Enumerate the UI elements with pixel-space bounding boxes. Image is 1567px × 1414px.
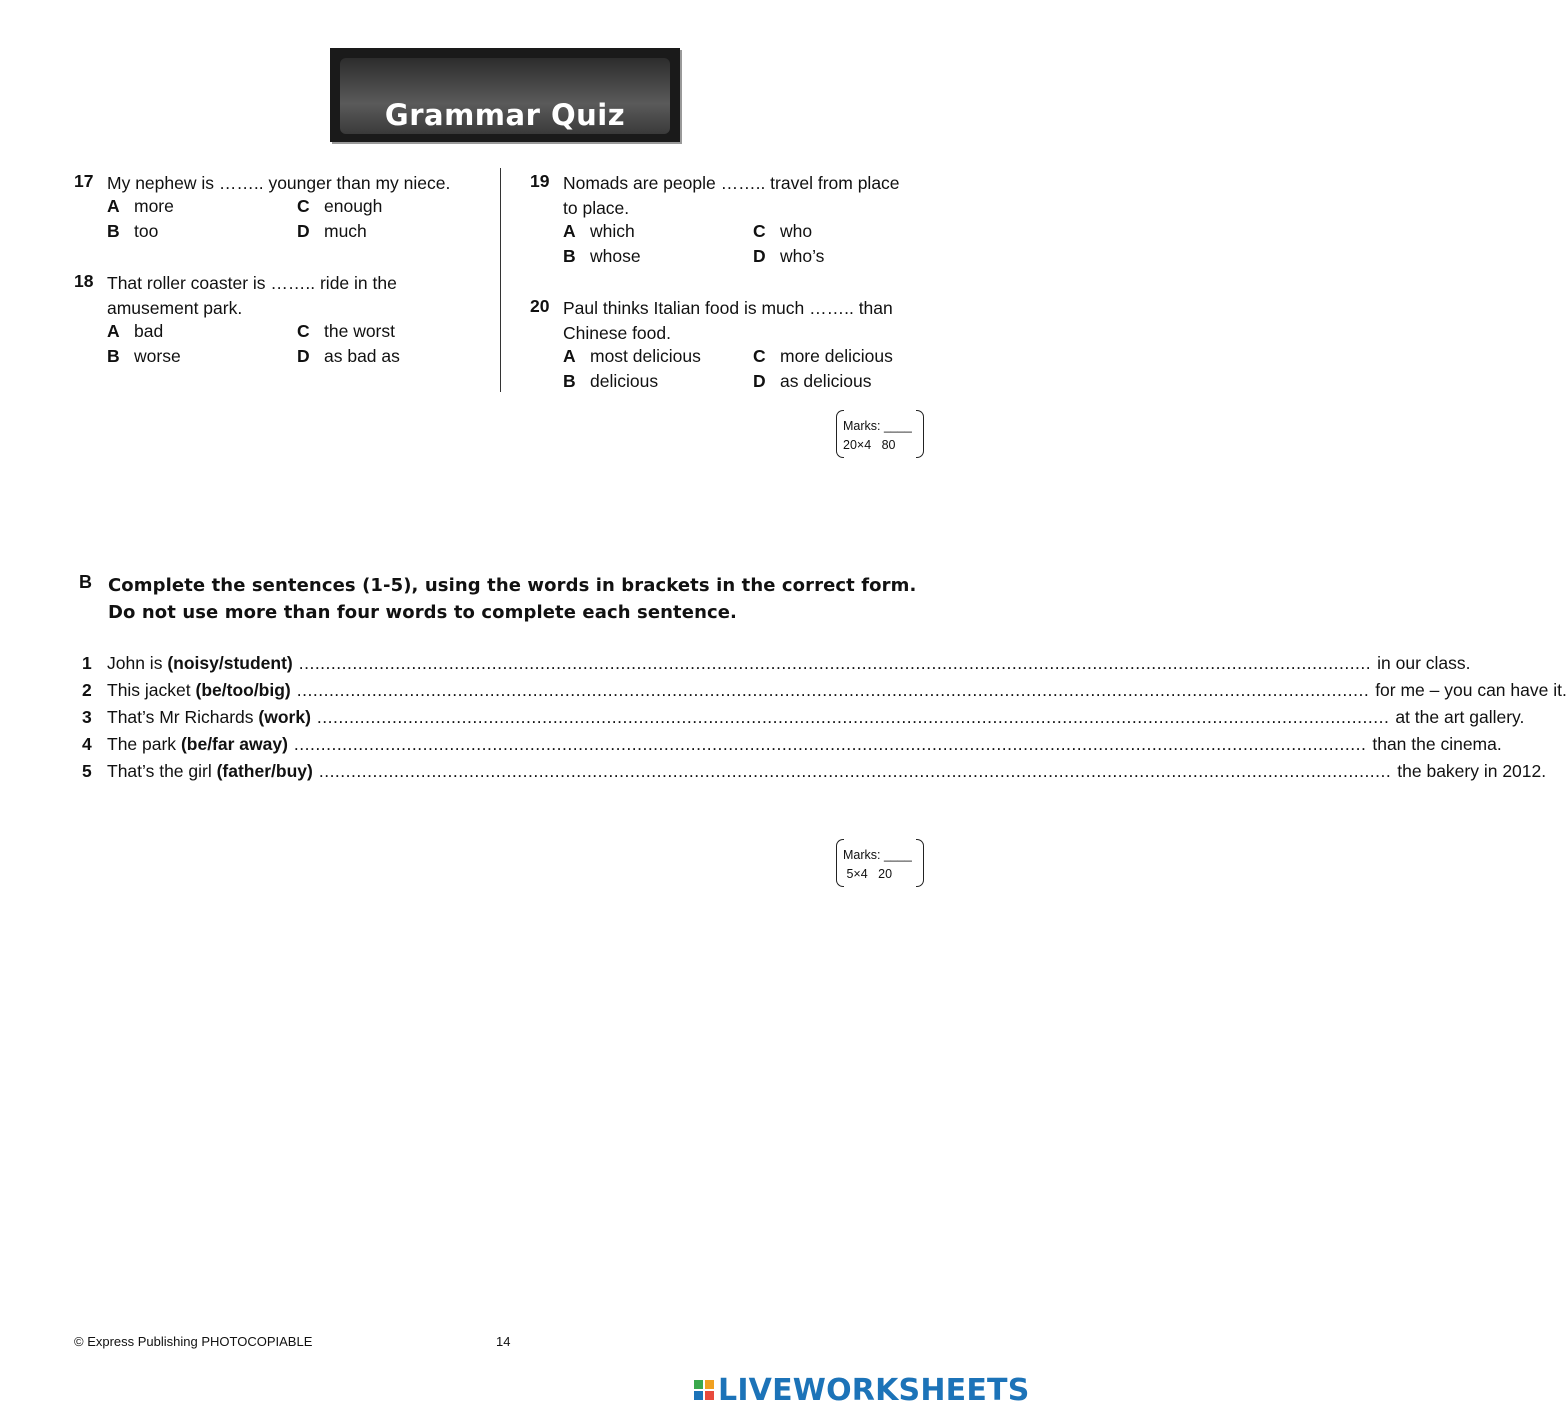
question-text: My nephew is …….. younger than my niece.: [107, 173, 451, 193]
sentence-line: [107, 653, 1471, 674]
answer-blank[interactable]: ........................................................................................................................................................................................................: [318, 761, 1392, 781]
sentence-row: [0, 680, 1567, 706]
option-text[interactable]: as bad as: [324, 346, 400, 366]
option-text[interactable]: more: [134, 196, 174, 216]
title-banner: [330, 48, 680, 142]
marks-calc-value: 20×4: [843, 438, 872, 452]
sentence-start: The park (be/far away): [107, 734, 288, 754]
option-letter: D: [753, 246, 766, 266]
question-text: That roller coaster is …….. ride in the: [107, 273, 397, 293]
liveworksheets-logo-icon: [694, 1380, 714, 1400]
option-text[interactable]: who’s: [780, 246, 825, 266]
sentence-start: That’s the girl (father/buy): [107, 761, 313, 781]
option-text[interactable]: who: [780, 221, 813, 241]
option-letter: D: [297, 221, 310, 241]
sentence-row: [0, 761, 1547, 787]
option-letter: D: [753, 371, 766, 391]
marks-box-section-b: [836, 839, 924, 887]
sentence-start: This jacket (be/too/big): [107, 680, 291, 700]
option-letter: C: [753, 346, 766, 366]
sentence-row: [0, 707, 1525, 733]
answer-blank[interactable]: ........................................................................................................................................................................................................: [298, 653, 1372, 673]
page-number: 14: [496, 1334, 511, 1349]
option-letter: B: [563, 371, 576, 391]
option-text[interactable]: more delicious: [780, 346, 893, 366]
sentence-end: in our class.: [1377, 653, 1471, 673]
marks-bracket-right: [916, 410, 924, 458]
option-text[interactable]: too: [134, 221, 159, 241]
sentence-hint: (be/far away): [180, 734, 288, 754]
sentence-end: than the cinema.: [1372, 734, 1502, 754]
column-divider: [500, 168, 501, 392]
sentence-hint: (father/buy): [216, 761, 313, 781]
sentence-line: [107, 707, 1525, 728]
option-letter: B: [563, 246, 576, 266]
option-letter: B: [107, 221, 120, 241]
question-text: amusement park.: [107, 298, 243, 318]
option-letter: D: [297, 346, 310, 366]
copyright-notice: © Express Publishing PHOTOCOPIABLE: [74, 1334, 313, 1349]
marks-box-section-a: [836, 410, 924, 458]
question-text: to place.: [563, 198, 630, 218]
sentence-hint: (be/too/big): [195, 680, 291, 700]
option-text[interactable]: much: [324, 221, 367, 241]
sentence-row: [0, 653, 1471, 679]
sentence-number: 3: [82, 707, 92, 727]
marks-calc-value: 5×4: [846, 867, 868, 881]
option-text[interactable]: enough: [324, 196, 383, 216]
option-text[interactable]: which: [590, 221, 635, 241]
marks-total: 80: [881, 438, 896, 452]
marks-calc: [843, 867, 892, 881]
question-text: Paul thinks Italian food is much …….. than: [563, 298, 893, 318]
section-b-instruction-line-1: Complete the sentences (1-5), using the words in brackets in the correct form.: [108, 575, 917, 596]
sentence-hint: (noisy/student): [167, 653, 293, 673]
marks-bracket-right: [916, 839, 924, 887]
section-b-letter: B: [79, 572, 92, 592]
sentence-line: [107, 761, 1547, 782]
answer-blank[interactable]: ........................................................................................................................................................................................................: [296, 680, 1370, 700]
sentence-end: at the art gallery.: [1395, 707, 1525, 727]
option-letter: A: [563, 346, 576, 366]
marks-label: Marks: ____: [843, 848, 912, 862]
sentence-number: 2: [82, 680, 92, 700]
logo-square-icon: [705, 1391, 714, 1400]
sentence-end: for me – you can have it.: [1375, 680, 1567, 700]
sentence-number: 5: [82, 761, 92, 781]
question-number: 18: [74, 271, 94, 291]
answer-blank[interactable]: ........................................................................................................................................................................................................: [316, 707, 1390, 727]
logo-square-icon: [705, 1380, 714, 1389]
option-letter: C: [297, 196, 310, 216]
option-letter: A: [107, 321, 120, 341]
option-text[interactable]: the worst: [324, 321, 395, 341]
option-text[interactable]: delicious: [590, 371, 659, 391]
logo-square-icon: [694, 1391, 703, 1400]
option-letter: C: [297, 321, 310, 341]
question-text: Nomads are people …….. travel from place: [563, 173, 900, 193]
sentence-line: [107, 734, 1502, 755]
marks-calc: [843, 438, 895, 452]
option-text[interactable]: worse: [134, 346, 181, 366]
sentence-line: [107, 680, 1567, 701]
question-number: 19: [530, 171, 550, 191]
liveworksheets-logo[interactable]: [694, 1372, 1030, 1408]
option-letter: A: [107, 196, 120, 216]
sentence-start: John is (noisy/student): [107, 653, 293, 673]
liveworksheets-brand-text: LIVEWORKSHEETS: [718, 1372, 1030, 1408]
sentence-row: [0, 734, 1502, 760]
option-text[interactable]: whose: [590, 246, 641, 266]
option-letter: C: [753, 221, 766, 241]
option-text[interactable]: as delicious: [780, 371, 872, 391]
answer-blank[interactable]: ........................................................................................................................................................................................................: [293, 734, 1367, 754]
sentence-hint: (work): [258, 707, 311, 727]
section-b-instructions: [108, 572, 916, 626]
sentence-number: 4: [82, 734, 92, 754]
question-number: 20: [530, 296, 550, 316]
option-letter: A: [563, 221, 576, 241]
question-number: 17: [74, 171, 94, 191]
option-letter: B: [107, 346, 120, 366]
sentence-number: 1: [82, 653, 92, 673]
question-text: Chinese food.: [563, 323, 671, 343]
sentence-start: That’s Mr Richards (work): [107, 707, 311, 727]
marks-label: Marks: ____: [843, 419, 912, 433]
logo-square-icon: [694, 1380, 703, 1389]
option-text[interactable]: bad: [134, 321, 164, 341]
marks-total: 20: [878, 867, 893, 881]
sentence-end: the bakery in 2012.: [1397, 761, 1547, 781]
section-b-instruction-line-2: Do not use more than four words to complete each sentence.: [108, 602, 737, 623]
option-text[interactable]: most delicious: [590, 346, 701, 366]
page-title: Grammar Quiz: [384, 98, 626, 132]
